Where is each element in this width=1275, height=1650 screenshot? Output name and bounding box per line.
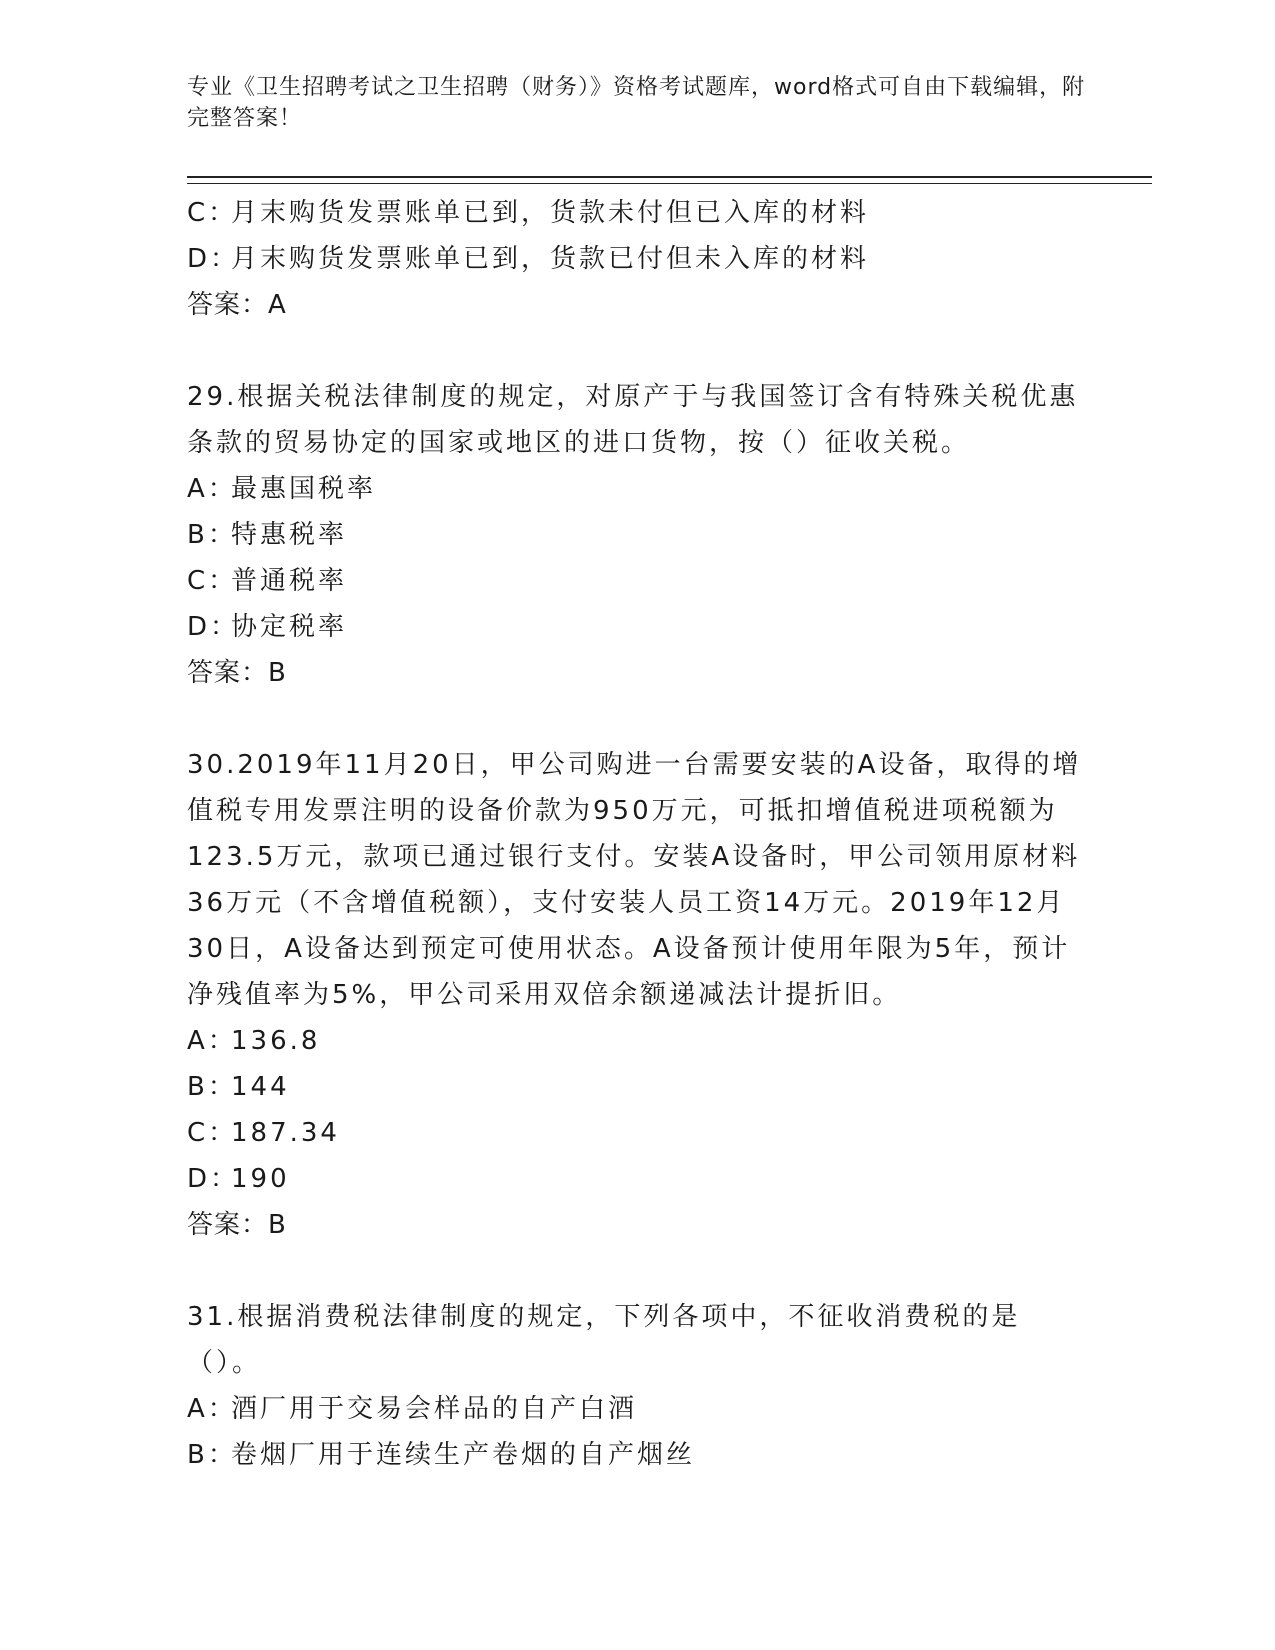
- option-d: [187, 604, 1087, 650]
- option-key: C：: [187, 1118, 238, 1148]
- option-text: 136.8: [231, 1026, 321, 1056]
- option-b: [187, 1064, 1087, 1110]
- option-key: B：: [187, 1072, 237, 1102]
- option-a: [187, 466, 1087, 512]
- option-b: [187, 512, 1087, 558]
- option-text: 月末购货发票账单已到，货款已付但未入库的材料: [231, 244, 870, 274]
- question-stem: 29.根据关税法律制度的规定，对原产于与我国签订含有特殊关税优惠条款的贸易协定的国家或地区的进口货物，按（）征收关税。: [187, 382, 1079, 458]
- option-d: [187, 1156, 1087, 1202]
- option-key: C：: [187, 198, 238, 228]
- option-text: 190: [231, 1164, 290, 1194]
- header-divider: [187, 176, 1152, 178]
- option-c: [187, 558, 1087, 604]
- option-text: 协定税率: [231, 612, 348, 642]
- option-a: [187, 1018, 1087, 1064]
- option-key: B：: [187, 520, 237, 550]
- header-divider-thin: [187, 183, 1152, 184]
- answer: 答案：B: [187, 1210, 287, 1240]
- option-key: A：: [187, 474, 237, 504]
- option-text: 月末购货发票账单已到，货款未付但已入库的材料: [231, 198, 870, 228]
- option-d: [187, 236, 1087, 282]
- option-text: 卷烟厂用于连续生产卷烟的自产烟丝: [231, 1440, 696, 1470]
- option-text: 酒厂用于交易会样品的自产白酒: [231, 1394, 638, 1424]
- option-text: 144: [231, 1072, 290, 1102]
- option-a: [187, 1386, 1087, 1432]
- option-c: [187, 1110, 1087, 1156]
- document-body: [187, 190, 1087, 1478]
- question-stem: 30.2019年11月20日，甲公司购进一台需要安装的A设备，取得的增值税专用发票注明的设备价款为950万元，可抵扣增值税进项税额为123.5万元，款项已通过银行支付。安装A设备时，甲公司领用原材料36万元（不含增值税额），支付安装人员工资14万元。2019年12月30日，A设备达到预定可使用状态。A设备预计使用年限为5年，预计净残值率为5%，甲公司采用双倍余额递减法计提折旧。: [187, 750, 1082, 1010]
- option-text: 最惠国税率: [231, 474, 377, 504]
- answer: 答案：B: [187, 658, 287, 688]
- option-text: 普通税率: [231, 566, 348, 596]
- option-text: 特惠税率: [231, 520, 348, 550]
- question-stem: 31.根据消费税法律制度的规定，下列各项中，不征收消费税的是（）。: [187, 1302, 1021, 1378]
- option-key: D：: [187, 612, 240, 642]
- option-b: [187, 1432, 1087, 1478]
- answer: 答案：A: [187, 290, 287, 320]
- option-key: D：: [187, 244, 240, 274]
- option-c: [187, 190, 1087, 236]
- option-key: C：: [187, 566, 238, 596]
- option-key: B：: [187, 1440, 237, 1470]
- page-header: 专业《卫生招聘考试之卫生招聘（财务）》资格考试题库，word格式可自由下载编辑，附完整答案！: [187, 75, 1086, 131]
- option-key: A：: [187, 1394, 237, 1424]
- option-key: A：: [187, 1026, 237, 1056]
- option-key: D：: [187, 1164, 240, 1194]
- option-text: 187.34: [231, 1118, 340, 1148]
